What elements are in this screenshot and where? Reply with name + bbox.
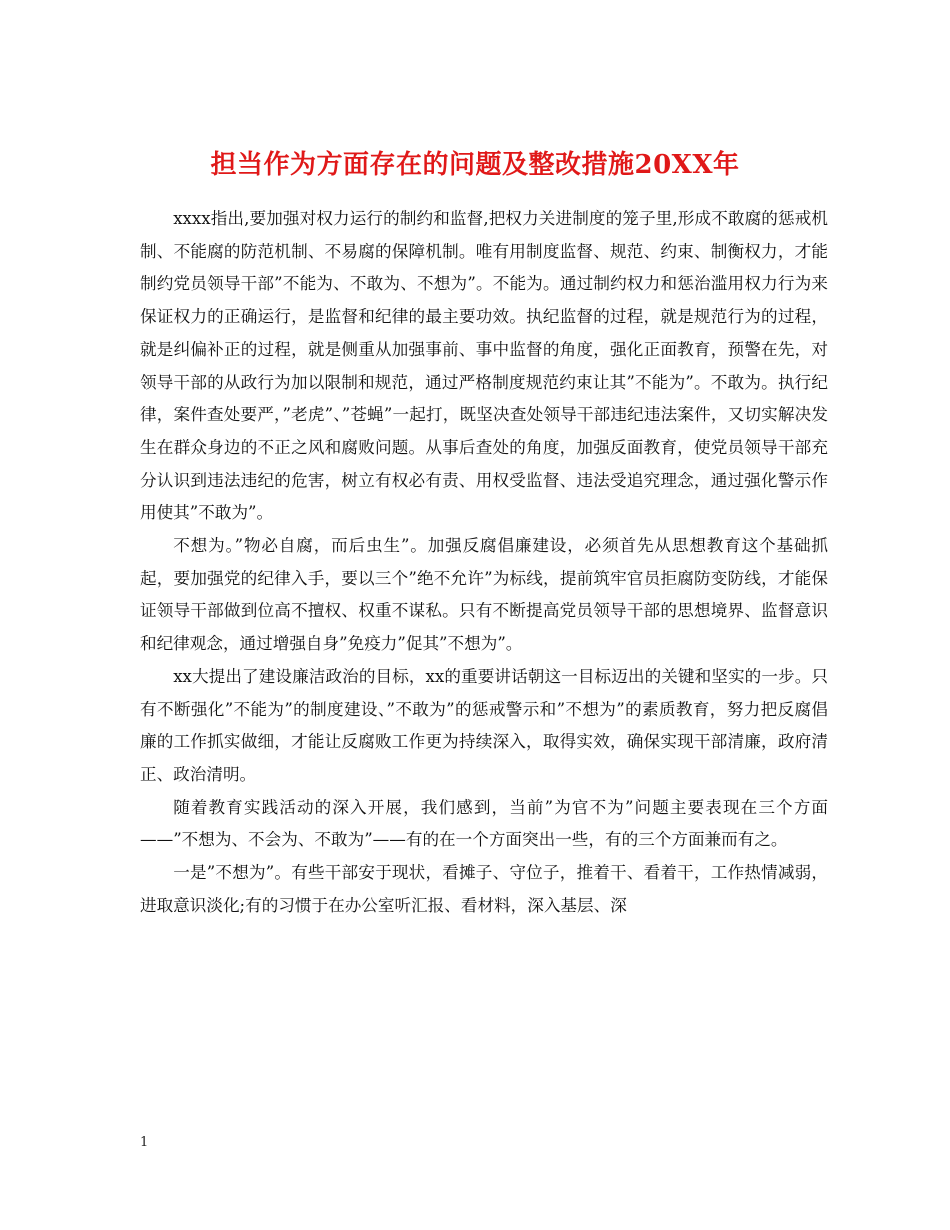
paragraph-5: 一是”不想为”。有些干部安于现状，看摊子、守位子，推着干、看着干，工作热情减弱，进取意识淡化;有的习惯于在办公室听汇报、看材料，深入基层、深: [140, 863, 828, 915]
page-number: 1: [140, 1135, 149, 1150]
paragraph-3: xx大提出了建设廉洁政治的目标，xx的重要讲话朝这一目标迈出的关键和坚实的一步。只有不断强化”不能为”的制度建设、”不敢为”的惩戒警示和”不想为”的素质教育，努力把反腐倡廉的工作抓实做细，才能让反腐败工作更为持续深入，取得实效，确保实现干部清廉，政府清正、政治清明。: [140, 666, 828, 784]
paragraph-4: 随着教育实践活动的深入开展，我们感到，当前”为官不为”问题主要表现在三个方面——”不想为、不会为、不敢为”——有的在一个方面突出一些，有的三个方面兼而有之。: [140, 797, 828, 850]
paragraph-1: xxxx指出,要加强对权力运行的制约和监督,把权力关进制度的笼子里,形成不敢腐的惩戒机制、不能腐的防范机制、不易腐的保障机制。唯有用制度监督、规范、约束、制衡权力，才能制约党员领导干部”不能为、不敢为、不想为”。不能为。通过制约权力和惩治滥用权力行为来保证权力的正确运行，是监督和纪律的最主要功效。执纪监督的过程，就是规范行为的过程，就是纠偏补正的过程，就是侧重从加强事前、事中监督的角度，强化正面教育，预警在先，对领导干部的从政行为加以限制和规范，通过严格制度规范约束让其”不能为”。不敢为。执行纪律，案件查处要严，”老虎”、”苍蝇”一起打，既坚决查处领导干部违纪违法案件，又切实解决发生在群众身边的不正之风和腐败问题。从事后查处的角度，加强反面教育，使党员领导干部充分认识到违法违纪的危害，树立有权必有责、用权受监督、违法受追究理念，通过强化警示作用使其”不敢为”。: [140, 209, 828, 523]
document-body: [140, 203, 828, 922]
document-title: 担当作为方面存在的问题及整改措施20XX年: [210, 150, 740, 181]
paragraph-2: 不想为。”物必自腐，而后虫生”。加强反腐倡廉建设，必须首先从思想教育这个基础抓起，要加强党的纪律入手，要以三个”绝不允许”为标线，提前筑牢官员拒腐防变防线，才能保证领导干部做到位高不擅权、权重不谋私。只有不断提高党员领导干部的思想境界、监督意识和纪律观念，通过增强自身”免疫力”促其”不想为”。: [140, 536, 828, 654]
